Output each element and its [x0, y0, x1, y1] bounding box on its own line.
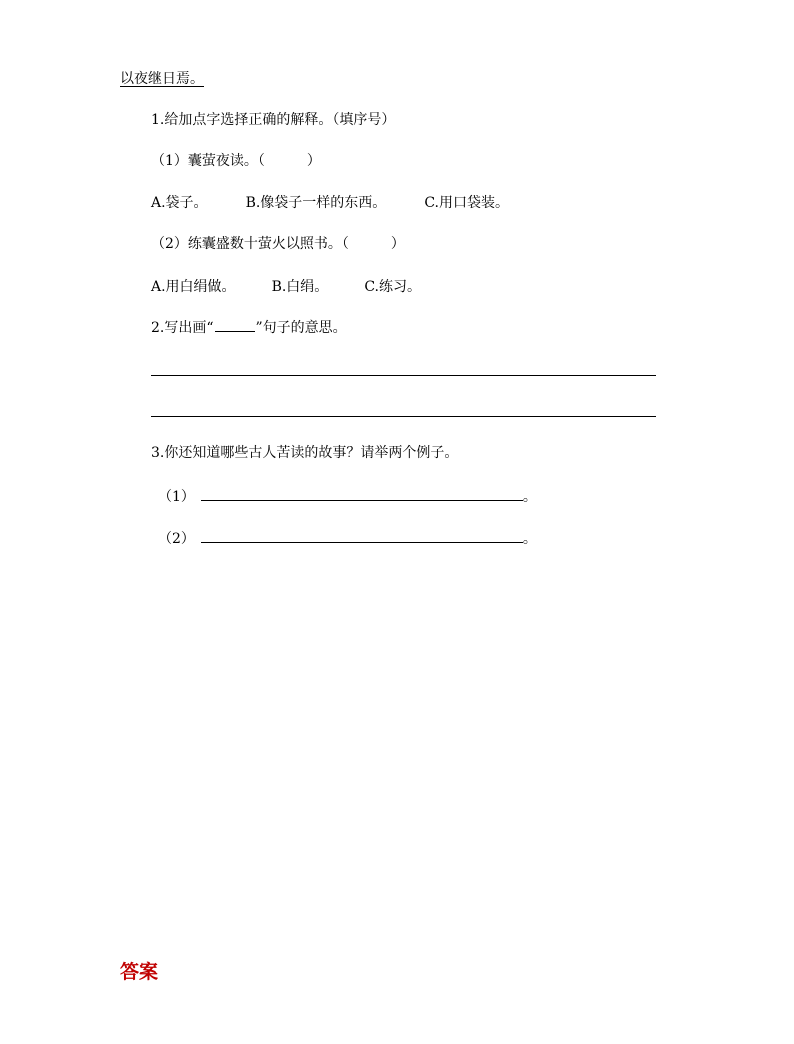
question-1-sub-1-options — [151, 194, 509, 212]
end-mark: 。 — [522, 489, 537, 505]
fill-in-line[interactable] — [201, 528, 523, 543]
option-c: C.用口袋装。 — [424, 195, 509, 211]
question-1-sub-2-stem: （2）练囊盛数十萤火以照书。（ ） — [151, 236, 405, 252]
question-3-item-2 — [158, 528, 537, 548]
option-a: A.用白绢做。 — [151, 279, 236, 295]
answer-heading: 答案 — [120, 961, 159, 983]
question-2-prompt-after: ”句子的意思。 — [255, 320, 347, 336]
question-1-sub-2-options — [151, 278, 421, 296]
passage-tail: 以夜继日焉。 — [120, 71, 204, 87]
question-1-sub-1-stem: （1）囊萤夜读。（ ） — [151, 153, 321, 169]
question-2-prompt-before: 2.写出画“ — [151, 320, 214, 336]
option-a: A.袋子。 — [151, 195, 208, 211]
question-1-prompt: 1.给加点字选择正确的解释。（填序号） — [151, 112, 396, 128]
item-label: （1） — [158, 489, 195, 505]
underline-marker — [215, 319, 255, 332]
question-2-prompt — [151, 319, 347, 337]
option-c: C.练习。 — [364, 279, 421, 295]
option-b: B.像袋子一样的东西。 — [245, 195, 387, 211]
end-mark: 。 — [522, 531, 537, 547]
question-3-prompt: 3.你还知道哪些古人苦读的故事？请举两个例子。 — [151, 445, 459, 461]
item-label: （2） — [158, 531, 195, 547]
option-b: B.白绢。 — [271, 279, 329, 295]
fill-in-line[interactable] — [201, 486, 523, 501]
answer-line-1[interactable] — [151, 375, 656, 376]
question-3-item-1 — [158, 486, 537, 506]
answer-line-2[interactable] — [151, 416, 656, 417]
